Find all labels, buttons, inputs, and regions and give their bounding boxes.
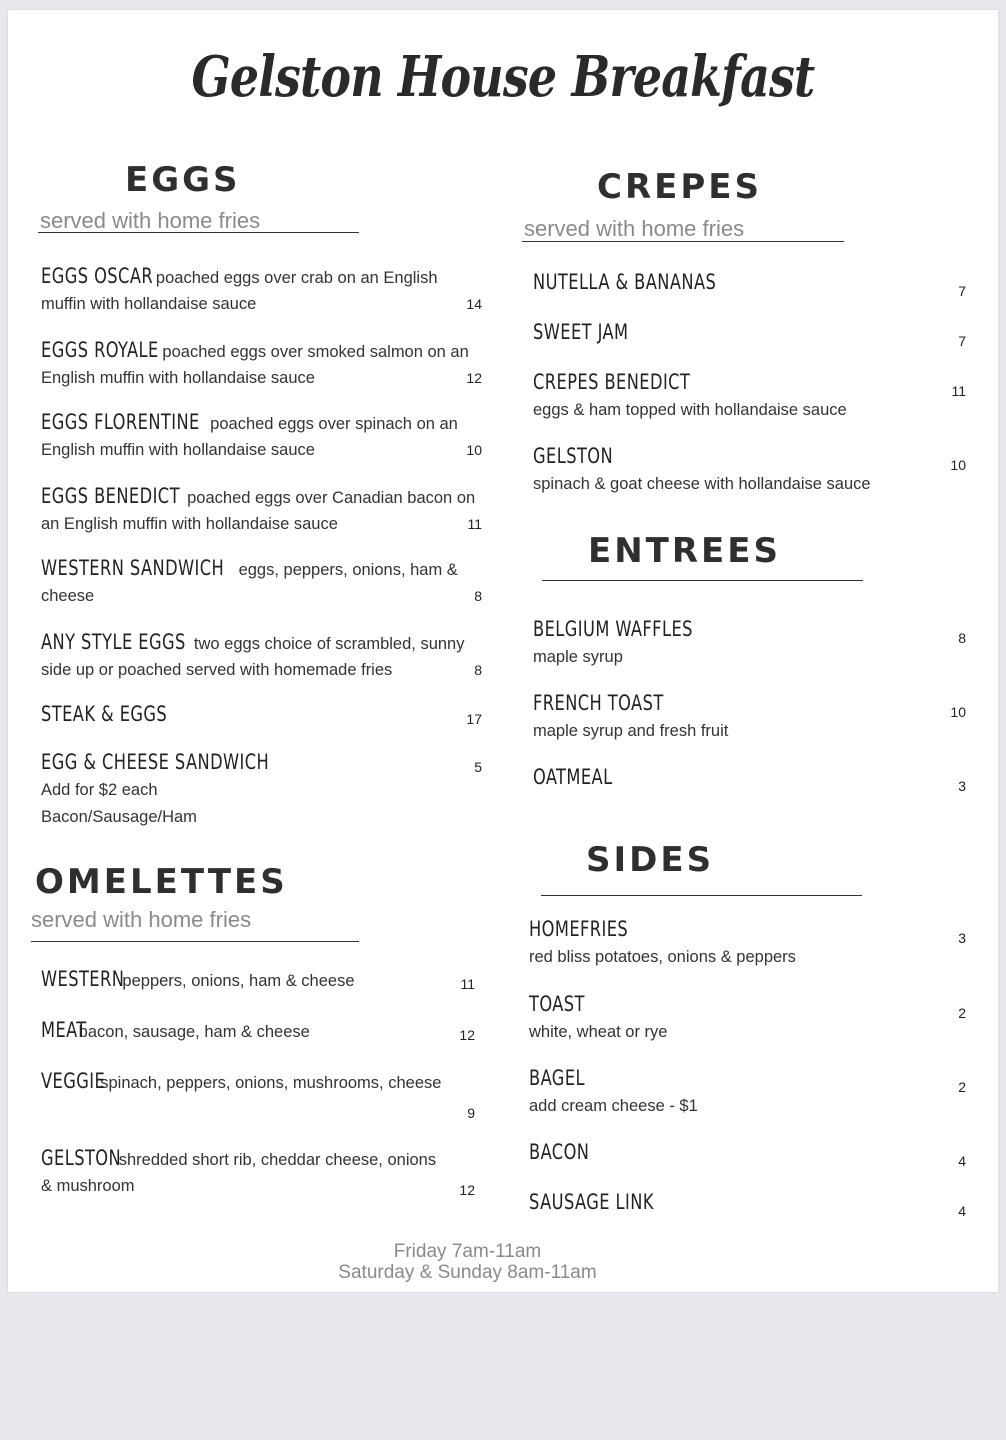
item-line <box>41 338 469 362</box>
item-line <box>41 264 438 288</box>
item-price: 14 <box>466 296 482 312</box>
item-description-continued: English muffin with hollandaise sauce <box>41 369 315 387</box>
item-name: HOMEFRIES <box>529 917 629 941</box>
item-name: EGGS ROYALE <box>41 338 159 362</box>
item-description: red bliss potatoes, onions & peppers <box>529 948 796 966</box>
entrees-divider <box>542 580 863 581</box>
item-line <box>41 967 355 991</box>
item-description: maple syrup and fresh fruit <box>533 722 729 740</box>
item-price: 8 <box>958 630 966 646</box>
item-price: 10 <box>950 457 966 473</box>
sides-item <box>529 917 969 967</box>
item-price: 11 <box>460 976 475 992</box>
item-name: BELGIUM WAFFLES <box>533 617 693 641</box>
entrees-item <box>533 765 973 815</box>
item-line <box>533 617 699 641</box>
item-line <box>41 556 458 580</box>
item-line <box>529 1066 586 1090</box>
eggs-item <box>41 264 501 324</box>
eggs-item <box>41 484 501 544</box>
item-description-continued: cheese <box>41 587 95 605</box>
item-description: eggs & ham topped with hollandaise sauce <box>533 401 847 419</box>
crepes-item <box>533 444 973 494</box>
item-line <box>533 320 629 344</box>
item-line <box>41 484 475 508</box>
item-price: 4 <box>958 1203 966 1219</box>
item-description-continued: English muffin with hollandaise sauce <box>41 441 315 459</box>
eggs-item <box>41 338 501 398</box>
item-line <box>533 370 696 394</box>
item-price: 4 <box>958 1153 966 1169</box>
item-price: 2 <box>958 1005 966 1021</box>
item-price: 8 <box>474 662 482 678</box>
item-line <box>533 270 726 294</box>
crepes-divider <box>522 241 844 242</box>
item-name: GELSTON <box>41 1146 122 1170</box>
item-price: 3 <box>958 778 966 794</box>
sides-item <box>529 992 969 1042</box>
eggs-item <box>41 556 501 616</box>
sides-divider <box>541 895 862 896</box>
item-line <box>529 917 629 941</box>
item-price: 5 <box>474 759 482 775</box>
sides-item <box>529 1190 969 1240</box>
item-line <box>41 1069 441 1093</box>
item-name: EGGS BENEDICT <box>41 484 180 508</box>
item-description: maple syrup <box>533 648 623 666</box>
item-name: VEGGIE <box>41 1069 106 1093</box>
item-description: white, wheat or rye <box>529 1023 668 1041</box>
sides-item <box>529 1066 969 1116</box>
item-description: poached eggs over Canadian bacon on <box>182 489 476 507</box>
item-description-continued: Add for $2 each <box>41 781 158 799</box>
item-name: OATMEAL <box>533 765 613 789</box>
item-name: MEAT <box>41 1018 87 1042</box>
item-price: 12 <box>459 1027 475 1043</box>
item-price: 12 <box>466 370 482 386</box>
eggs-item <box>41 630 501 690</box>
item-description: add cream cheese - $1 <box>529 1097 698 1115</box>
item-name: BAGEL <box>529 1066 586 1090</box>
item-line <box>41 702 168 726</box>
item-description: shredded short rib, cheddar cheese, onions <box>114 1151 437 1169</box>
hours-friday: Friday 7am-11am <box>393 1241 542 1262</box>
item-price: 10 <box>950 704 966 720</box>
omelettes-item <box>41 1069 501 1129</box>
item-price: 2 <box>958 1079 966 1095</box>
item-name: EGG & CHEESE SANDWICH <box>41 750 270 774</box>
omelettes-section-title: OMELETTES <box>35 862 288 902</box>
item-line <box>533 765 613 789</box>
omelettes-divider <box>31 941 359 942</box>
item-name: EGGS OSCAR <box>41 264 154 288</box>
item-name: WESTERN SANDWICH <box>41 556 225 580</box>
hours-weekend: Saturday & Sunday 8am-11am <box>338 1262 597 1283</box>
item-price: 7 <box>958 283 966 299</box>
crepes-section-subtitle: served with home fries <box>524 216 745 241</box>
item-name: SAUSAGE LINK <box>529 1190 654 1214</box>
item-name: FRENCH TOAST <box>533 691 664 715</box>
item-description: spinach, peppers, onions, mushrooms, cheese <box>95 1074 442 1092</box>
item-price: 3 <box>958 930 966 946</box>
item-price: 10 <box>466 442 482 458</box>
item-description: two eggs choice of scrambled, sunny <box>189 635 465 653</box>
item-description: poached eggs over smoked salmon on an <box>157 343 469 361</box>
item-line <box>41 410 458 434</box>
item-name: ANY STYLE EGGS <box>41 630 186 654</box>
entrees-section-title: ENTREES <box>588 531 781 571</box>
item-line <box>533 444 614 468</box>
item-name: NUTELLA & BANANAS <box>533 270 717 294</box>
item-price: 12 <box>459 1182 475 1198</box>
eggs-section-title: EGGS <box>125 160 241 200</box>
item-line <box>529 1190 654 1214</box>
item-name: STEAK & EGGS <box>41 702 168 726</box>
item-line <box>533 691 665 715</box>
crepes-item <box>533 320 973 370</box>
item-price: 8 <box>474 588 482 604</box>
item-description: poached eggs over crab on an English <box>151 269 438 287</box>
item-name: TOAST <box>529 992 585 1016</box>
item-description-continued: muffin with hollandaise sauce <box>41 295 257 313</box>
item-description-continued: & mushroom <box>41 1177 135 1195</box>
item-price: 17 <box>466 711 482 727</box>
item-description: eggs, peppers, onions, ham & <box>234 561 458 579</box>
item-name: EGGS FLORENTINE <box>41 410 200 434</box>
item-name: WESTERN <box>41 967 125 991</box>
item-description: poached eggs over spinach on an <box>205 415 458 433</box>
item-description: bacon, sausage, ham & cheese <box>74 1023 310 1041</box>
entrees-item <box>533 617 973 667</box>
item-name: GELSTON <box>533 444 614 468</box>
eggs-item <box>41 750 501 826</box>
item-description: spinach & goat cheese with hollandaise sauce <box>533 475 871 493</box>
item-name: BACON <box>529 1140 590 1164</box>
item-line <box>529 992 585 1016</box>
item-description-continued: side up or poached served with homemade fries <box>41 661 393 679</box>
item-price: 11 <box>467 516 482 532</box>
crepes-item <box>533 370 973 420</box>
item-description-extra: Bacon/Sausage/Ham <box>41 808 197 826</box>
omelettes-item <box>41 1146 501 1206</box>
item-description-continued: an English muffin with hollandaise sauce <box>41 515 338 533</box>
crepes-section-title: CREPES <box>597 167 762 207</box>
crepes-item <box>533 270 973 320</box>
item-line <box>41 630 464 654</box>
eggs-divider <box>38 232 359 233</box>
eggs-section-subtitle: served with home fries <box>40 208 261 233</box>
item-line <box>41 750 286 774</box>
eggs-item <box>41 410 501 470</box>
sides-section-title: SIDES <box>586 840 715 880</box>
item-price: 9 <box>467 1105 475 1121</box>
item-line <box>529 1140 590 1164</box>
menu-title: Gelston House Breakfast <box>191 44 815 110</box>
item-name: CREPES BENEDICT <box>533 370 691 394</box>
item-name: SWEET JAM <box>533 320 629 344</box>
entrees-item <box>533 691 973 741</box>
item-line <box>41 1018 310 1042</box>
sides-item <box>529 1140 969 1190</box>
item-price: 7 <box>958 333 966 349</box>
item-price: 11 <box>951 383 966 399</box>
item-description: peppers, onions, ham & cheese <box>117 972 355 990</box>
omelettes-section-subtitle: served with home fries <box>31 907 252 932</box>
item-line <box>41 1146 436 1170</box>
